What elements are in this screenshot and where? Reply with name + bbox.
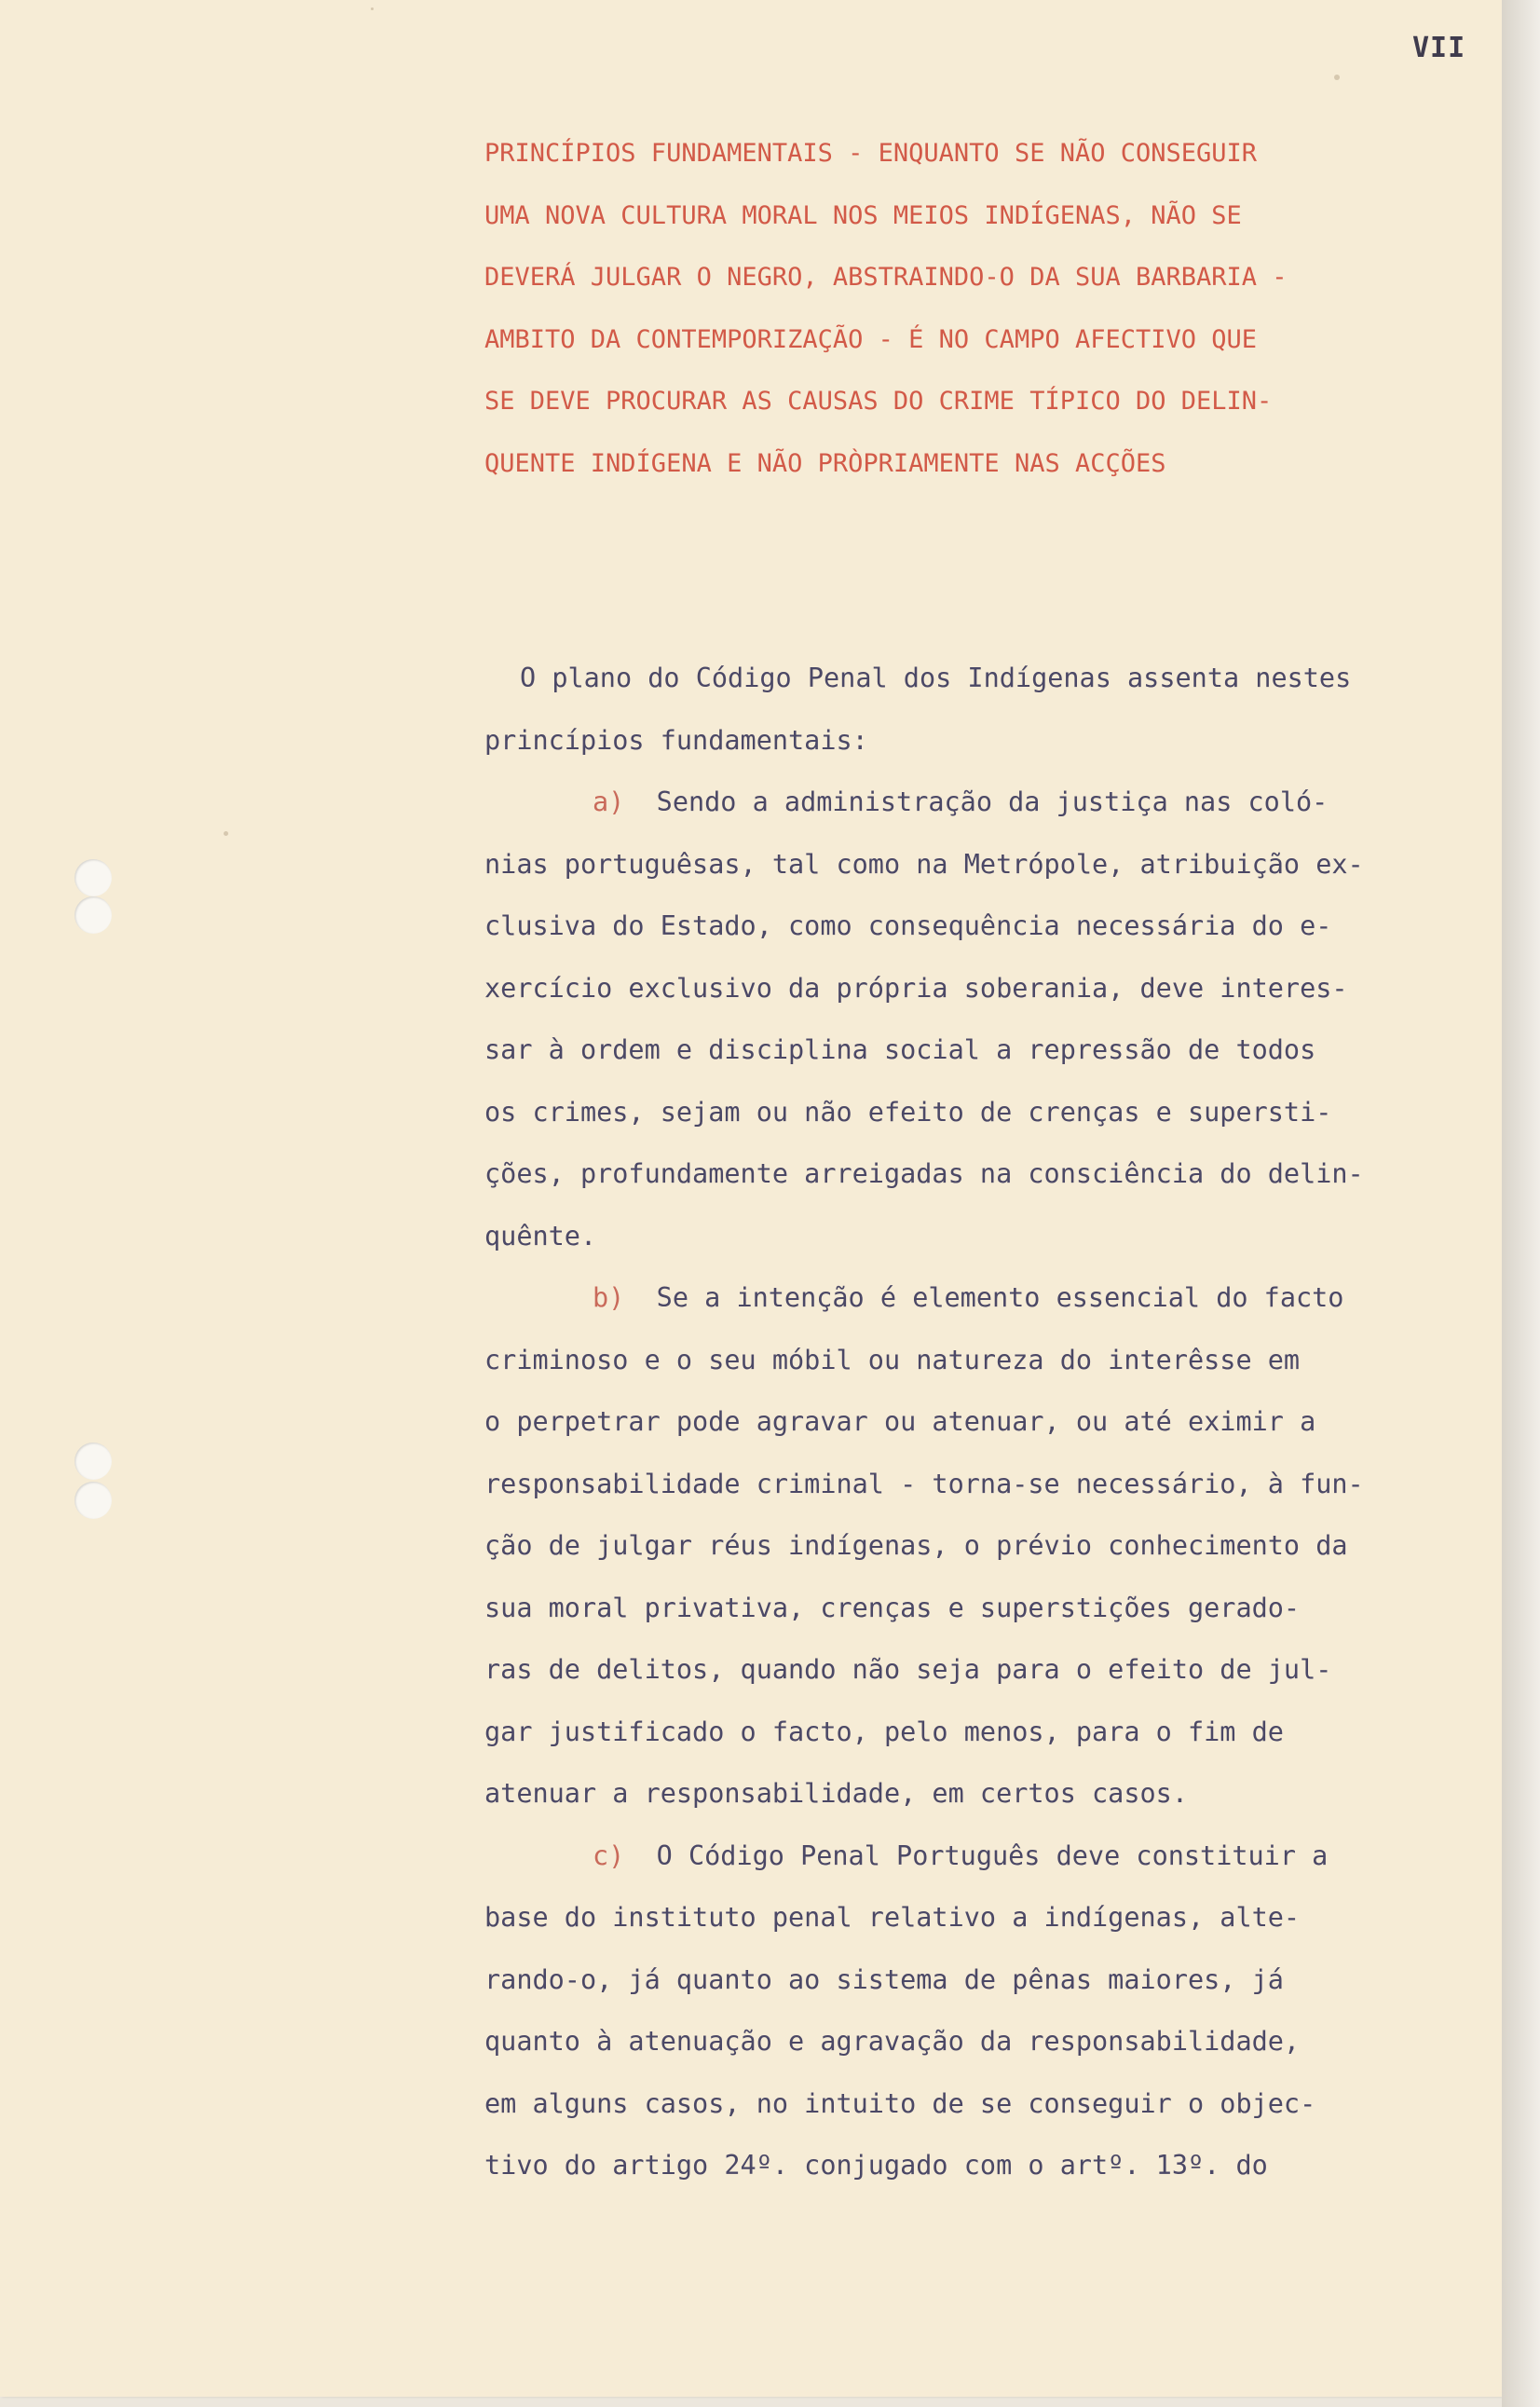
item-a-line: ções, profundamente arreigadas na consciência do delin-: [484, 1158, 1364, 1189]
item-a-marker: a): [593, 786, 625, 817]
page-edge: [1502, 0, 1540, 2407]
paper-speck: [1334, 75, 1340, 80]
item-c-line: rando-o, já quanto ao sistema de pênas maiores, já: [484, 1963, 1284, 1995]
heading-line: PRINCÍPIOS FUNDAMENTAIS - ENQUANTO SE NÃO CONSEGUIR: [484, 139, 1258, 168]
heading-line: UMA NOVA CULTURA MORAL NOS MEIOS INDÍGENAS, NÃO SE: [484, 200, 1242, 230]
heading-line: SE DEVE PROCURAR AS CAUSAS DO CRIME TÍPICO DO DELIN-: [484, 387, 1273, 416]
item-b-line: sua moral privativa, crenças e superstições gerado-: [484, 1592, 1301, 1623]
punch-hole-upper-lower: [75, 896, 112, 934]
item-b-line: o perpetrar pode agravar ou atenuar, ou até eximir a: [484, 1406, 1316, 1437]
item-b-marker: b): [593, 1282, 625, 1313]
punch-hole-lower: [75, 1443, 112, 1480]
item-a-line: quênte.: [484, 1220, 597, 1251]
intro-line: O plano do Código Penal dos Indígenas assenta nestes: [520, 663, 1352, 693]
item-c-line: em alguns casos, no intuito de se conseguir o objec-: [484, 2087, 1316, 2119]
item-b-line: gar justificado o facto, pelo menos, para o fim de: [484, 1716, 1284, 1747]
heading-line: AMBITO DA CONTEMPORIZAÇÃO - É NO CAMPO AFECTIVO QUE: [484, 324, 1258, 354]
item-b-line: ção de julgar réus indígenas, o prévio conhecimento da: [484, 1530, 1348, 1561]
item-a-text: Sendo a administração da justiça nas coló-: [656, 786, 1329, 817]
item-c-first-line: [484, 1826, 1500, 1888]
item-a-first-line: [484, 772, 1500, 834]
section-heading: [484, 123, 1491, 495]
item-c-marker: c): [593, 1839, 625, 1871]
item-b-first-line: [484, 1267, 1500, 1330]
body-text: [484, 648, 1500, 2197]
item-a-line: xercício exclusivo da própria soberania, deve interes-: [484, 972, 1348, 1004]
item-a-line: os crimes, sejam ou não efeito de crenças e supersti-: [484, 1096, 1332, 1128]
punch-hole-lower-lower: [75, 1482, 112, 1519]
item-c-text: O Código Penal Português deve constituir a: [656, 1839, 1329, 1871]
heading-line: QUENTE INDÍGENA E NÃO PRÒPRIAMENTE NAS ACÇÕES: [484, 448, 1166, 478]
page-number: VII: [1412, 32, 1466, 64]
heading-line: DEVERÁ JULGAR O NEGRO, ABSTRAINDO-O DA SUA BARBARIA -: [484, 263, 1288, 292]
item-b-line: ras de delitos, quando não seja para o efeito de jul-: [484, 1654, 1332, 1685]
item-b-line: atenuar a responsabilidade, em certos casos.: [484, 1778, 1188, 1809]
item-a-line: clusiva do Estado, como consequência necessária do e-: [484, 910, 1332, 941]
item-c-line: tivo do artigo 24º. conjugado com o artº. 13º. do: [484, 2150, 1268, 2181]
paper-speck: [224, 831, 228, 836]
item-c-line: quanto à atenuação e agravação da responsabilidade,: [484, 2026, 1301, 2057]
paper-speck: [371, 7, 374, 10]
item-a-line: nias portuguêsas, tal como na Metrópole, atribuição ex-: [484, 848, 1364, 880]
item-b-line: responsabilidade criminal - torna-se necessário, à fun-: [484, 1468, 1364, 1499]
punch-hole-upper: [75, 859, 112, 896]
item-c-line: base do instituto penal relativo a indígenas, alte-: [484, 1902, 1301, 1933]
item-b-text: Se a intenção é elemento essencial do facto: [656, 1282, 1344, 1313]
intro-line: princípios fundamentais:: [484, 724, 868, 756]
item-b-line: criminoso e o seu móbil ou natureza do interêsse em: [484, 1344, 1301, 1375]
item-a-line: sar à ordem e disciplina social a repressão de todos: [484, 1034, 1316, 1065]
